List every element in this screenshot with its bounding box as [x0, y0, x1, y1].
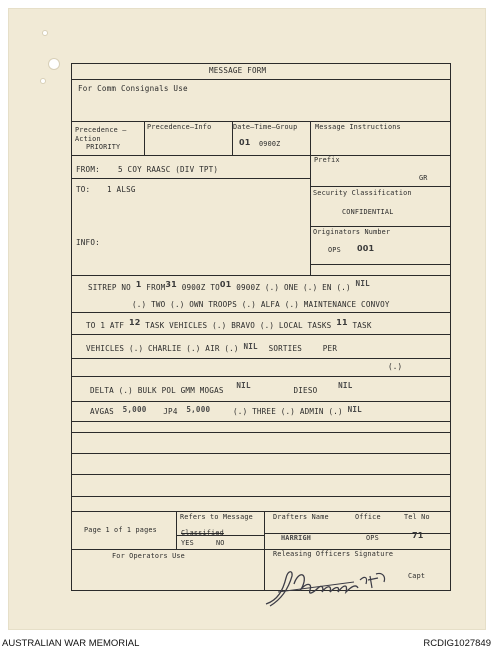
footer-record-id: RCDIG1027849: [423, 638, 491, 649]
to-atf: TO 1 ATF: [86, 321, 125, 330]
task-word: TASK: [352, 321, 372, 330]
page-count: Page 1 of 1 pages: [84, 526, 157, 534]
office-value: OPS: [366, 534, 379, 542]
prefix-label: Prefix: [314, 156, 340, 164]
from-value: 5 COY RAASC (DIV TPT): [118, 165, 219, 174]
body-line-4: [86, 342, 338, 353]
tel-no-label: Tel No: [404, 513, 430, 521]
from-day: 31: [165, 280, 177, 289]
body-line-2: (.) TWO (.) OWN TROOPS (.) ALFA (.) MAINTENANCE CONVOY: [132, 300, 390, 309]
dtg-value: 0900Z: [259, 140, 281, 148]
dieso-word: DIESO: [293, 386, 318, 395]
precedence-action-label: Precedence – Action: [75, 126, 127, 143]
to-value: 1 ALSG: [107, 185, 136, 194]
avgas-word: AVGAS: [90, 407, 114, 416]
punch-hole: [48, 58, 60, 70]
comm-use-label: For Comm Consignals Use: [78, 84, 188, 93]
to-day: 01: [219, 280, 232, 289]
tel-no-value: 71: [412, 531, 424, 540]
info-label: INFO:: [76, 238, 100, 247]
originators-number-label: Originators Number: [313, 228, 391, 236]
en-nil-stamp: NIL: [355, 279, 370, 288]
drafters-name-value: HARRIGH: [281, 534, 312, 542]
body-line-1: [88, 279, 370, 292]
office-label: Office: [355, 513, 381, 521]
classified-label: Classified: [181, 529, 224, 537]
from-label: FROM:: [76, 165, 100, 174]
time-to: 0900Z TO: [181, 283, 220, 292]
releasing-officer-label: Releasing Officers Signature: [273, 550, 394, 558]
message-instructions-label: Message Instructions: [315, 123, 401, 131]
refers-to-message-label: Refers to Message: [180, 513, 253, 521]
mogas-nil-stamp: NIL: [236, 381, 251, 390]
classified-no: NO: [216, 539, 225, 547]
originators-ops: OPS: [328, 246, 341, 254]
task-vehicles-count: 12: [128, 318, 141, 327]
body-line-3: [86, 318, 372, 330]
body-line-6: [90, 381, 353, 395]
local-tasks-count: 11: [336, 318, 348, 327]
task-vehicles-bravo: TASK VEHICLES (.) BRAVO (.) LOCAL TASKS: [145, 321, 332, 330]
delta-bulk-pol: DELTA (.) BULK POL GMM MOGAS: [90, 386, 224, 395]
air-nil-stamp: NIL: [243, 342, 258, 351]
body-line-5: (.): [388, 362, 403, 371]
precedence-action-value: PRIORITY: [86, 143, 121, 151]
to-label: TO:: [76, 185, 91, 194]
form-title: MESSAGE FORM: [209, 66, 267, 75]
jp4-quantity: 5,000: [186, 405, 211, 414]
operators-use-label: For Operators Use: [112, 552, 185, 560]
drafters-name-label: Drafters Name: [273, 513, 329, 521]
rank-capt: Capt: [408, 572, 426, 580]
sorties-word: SORTIES: [268, 344, 302, 353]
precedence-info-label: Precedence–Info: [147, 123, 212, 131]
originators-number-value: 001: [357, 244, 375, 253]
vehicles-charlie-air: VEHICLES (.) CHARLIE (.) AIR (.): [86, 344, 239, 353]
security-classification-value: CONFIDENTIAL: [342, 208, 394, 216]
dieso-nil-stamp: NIL: [338, 381, 353, 390]
punch-hole-small: [42, 30, 48, 36]
dtg-label: Date–Time–Group: [233, 123, 298, 131]
from-word: FROM: [146, 283, 166, 292]
footer-institution: AUSTRALIAN WAR MEMORIAL: [2, 638, 140, 649]
prefix-value: GR: [419, 174, 428, 182]
three-admin: (.) THREE (.) ADMIN (.): [233, 407, 343, 416]
classified-yes: YES: [181, 539, 194, 547]
sitrep-number: 1: [135, 280, 142, 289]
time-one-en: 0900Z (.) ONE (.) EN (.): [236, 283, 351, 292]
jp4-word: JP4: [163, 407, 178, 416]
security-classification-label: Security Classification: [313, 189, 412, 197]
body-line-7: [90, 405, 362, 416]
per-word: PER: [322, 344, 338, 353]
dtg-value-handwritten: 01: [239, 138, 251, 147]
admin-nil-stamp: NIL: [347, 405, 362, 414]
punch-hole-small: [40, 78, 46, 84]
sitrep-label: SITREP NO: [88, 283, 131, 292]
avgas-quantity: 5,000: [122, 405, 147, 414]
signature: [258, 562, 398, 610]
